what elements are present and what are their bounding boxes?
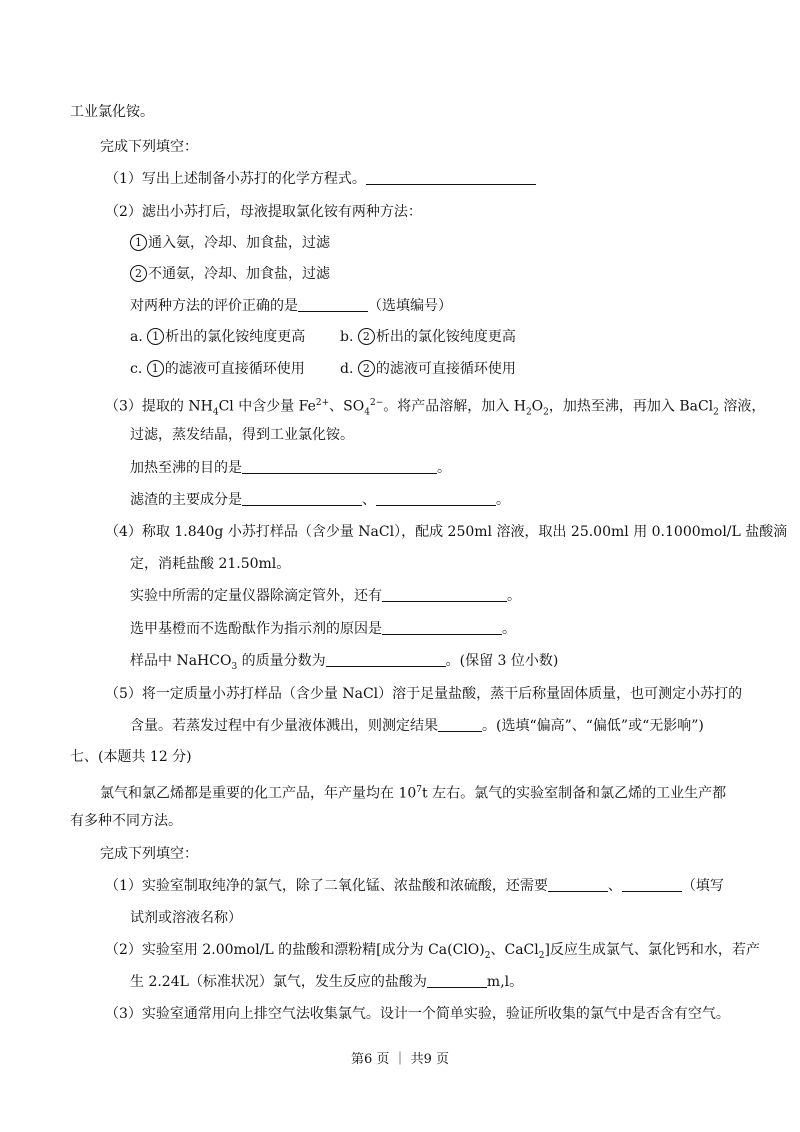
prompt-text: 。: [437, 460, 451, 476]
subscript: 4: [212, 407, 219, 418]
question-4: （4）称取 1.840g 小苏打样品（含少量 NaCl），配成 250ml 溶液，取出 25.00ml 用 0.1000mol/L 盐酸滴: [105, 524, 788, 540]
method-1: [130, 234, 330, 252]
question-3-line-2: 过滤，蒸发结晶，得到工业氯化铵。: [130, 427, 354, 443]
prompt-text: 对两种方法的评价正确的是: [130, 298, 298, 314]
prompt-text: 选甲基橙而不选酚酞作为指示剂的原因是: [130, 621, 382, 637]
option-label: a.: [130, 329, 148, 345]
instruction-text: 完成下列填空：: [100, 139, 198, 155]
text-run: ，加热至沸，再加入 BaCl: [548, 398, 714, 415]
s7-question-1-line-2: 试剂或溶液名称）: [130, 910, 242, 926]
circled-number: 1: [130, 234, 147, 251]
prompt-text: 。: [502, 621, 516, 637]
text-run: （3）提取的 NH: [105, 398, 213, 415]
prompt-text: 。(保留 3 位小数): [445, 653, 559, 669]
indicator-prompt: [130, 620, 516, 638]
option-label: b.: [340, 329, 358, 345]
residue-prompt: [130, 491, 510, 509]
page-footer: 第6 页 ｜ 共9 页: [350, 1052, 450, 1067]
answer-blank[interactable]: [376, 491, 496, 506]
subscript: 3: [231, 661, 238, 672]
text-run: 、CaCl: [490, 942, 539, 958]
section-7-header: 七、(本题共 12 分): [70, 749, 192, 765]
answer-blank[interactable]: [298, 297, 368, 312]
paragraph-line: [100, 781, 726, 803]
text-run: O: [531, 398, 544, 415]
option-d: [340, 360, 516, 378]
question-5-line-2: [130, 717, 704, 735]
subscript: 4: [364, 407, 370, 418]
s7-question-2-line-2: [130, 973, 523, 991]
prompt-text: 生 2.24L（标准状况）氯气，发生反应的盐酸为: [130, 974, 427, 990]
prompt-text: 含量。若蒸发过程中有少量液体溅出，则测定结果: [130, 718, 438, 734]
prompt-text: 的质量分数为: [237, 653, 326, 669]
answer-blank[interactable]: [242, 491, 362, 506]
text-run: （2）实验室用 2.00mol/L 的盐酸和漂粉精[成分为 Ca(ClO): [105, 942, 485, 958]
prompt-text: 。: [507, 588, 521, 604]
text-run: 、SO: [329, 398, 365, 415]
prompt-text: m,l。: [486, 974, 524, 990]
question-2: （2）滤出小苏打后，母液提取氯化铵有两种方法：: [105, 204, 422, 220]
option-text: 的滤液可直接循环使用: [164, 361, 305, 377]
text-run: 溶液，: [718, 398, 766, 415]
method-text: 不通氨，冷却、加食盐，过滤: [148, 266, 330, 282]
s7-question-1: [105, 877, 724, 895]
prompt-text: 、: [362, 492, 376, 508]
prompt-text: 滤渣的主要成分是: [130, 492, 242, 508]
question-text: （1）写出上述制备小苏打的化学方程式。: [105, 171, 366, 187]
option-text: 析出的氯化铵纯度更高: [375, 329, 516, 345]
mass-fraction-prompt: [130, 652, 558, 676]
s7-question-3: （3）实验室通常用向上排空气法收集氯气。设计一个简单实验，验证所收集的氯气中是否含有空气。: [105, 1006, 730, 1022]
subscript: 2: [525, 407, 532, 418]
superscript: 7: [416, 785, 422, 795]
paragraph-line: 工业氯化铵。: [70, 104, 154, 120]
question-3: [105, 394, 765, 421]
prompt-text: （填写: [681, 878, 724, 894]
answer-blank[interactable]: [622, 877, 682, 892]
instrument-prompt: [130, 587, 521, 605]
subscript: 2: [713, 407, 719, 418]
subscript: 2: [484, 950, 491, 961]
option-text: 的滤液可直接循环使用: [375, 361, 516, 377]
answer-blank[interactable]: [326, 652, 446, 667]
answer-blank[interactable]: [382, 587, 507, 602]
option-c: [130, 360, 305, 378]
prompt-text: 加热至沸的目的是: [130, 460, 242, 476]
answer-blank[interactable]: [366, 170, 536, 185]
method-text: 通入氨，冷却、加食盐，过滤: [148, 235, 330, 251]
question-5: （5）将一定质量小苏打样品（含少量 NaCl）溶于足量盐酸，蒸干后称量固体质量，也可测定小苏打的: [105, 686, 743, 702]
subscript: 2: [543, 407, 549, 418]
subscript: 2: [538, 950, 545, 961]
text-run: 氯气和氯乙烯都是重要的化工产品，年产量均在 10: [100, 785, 417, 802]
text-run: 。将产品溶解，加入 H: [383, 398, 526, 415]
circled-number: 2: [130, 265, 147, 282]
answer-blank[interactable]: [438, 717, 482, 732]
circled-number: 1: [147, 360, 164, 377]
s7-question-2: [105, 941, 760, 965]
circled-number: 2: [358, 360, 375, 377]
option-text: 析出的氯化铵纯度更高: [165, 329, 306, 345]
prompt-text: 。(选填“偏高”、“偏低”或“无影响”): [482, 718, 704, 734]
answer-blank[interactable]: [382, 620, 502, 635]
prompt-text: （1）实验室制取纯净的氯气，除了二氧化锰、浓盐酸和浓硫酸，还需要: [105, 878, 548, 894]
superscript: 2+: [315, 398, 330, 408]
answer-blank[interactable]: [427, 973, 487, 988]
evaluation-prompt: [130, 297, 452, 315]
question-4-line-2: 定，消耗盐酸 21.50ml。: [130, 556, 291, 572]
circled-number: 2: [358, 328, 375, 345]
option-a: [130, 328, 305, 346]
option-label: d.: [340, 361, 358, 377]
circled-number: 1: [147, 328, 164, 345]
question-1: [105, 170, 536, 188]
text-run: Cl 中含少量 Fe: [218, 398, 316, 415]
heating-purpose-prompt: [130, 459, 451, 477]
answer-blank[interactable]: [548, 877, 608, 892]
option-b: [340, 328, 516, 346]
text-run: ]反应生成氯气、氯化钙和水，若产: [544, 942, 760, 958]
instruction-text: 完成下列填空：: [100, 846, 198, 862]
prompt-text: 。: [496, 492, 510, 508]
prompt-text: （选填编号）: [368, 298, 452, 314]
answer-blank[interactable]: [242, 459, 437, 474]
prompt-text: 、: [607, 878, 622, 894]
superscript: 2−: [369, 398, 384, 408]
prompt-text: 实验中所需的定量仪器除滴定管外，还有: [130, 588, 382, 604]
option-label: c.: [130, 361, 147, 377]
text-run: t 左右。氯气的实验室制备和氯乙烯的工业生产都: [422, 785, 727, 802]
paragraph-line: 有多种不同方法。: [70, 813, 182, 829]
prompt-text: 样品中 NaHCO: [130, 653, 232, 669]
method-2: [130, 265, 330, 283]
